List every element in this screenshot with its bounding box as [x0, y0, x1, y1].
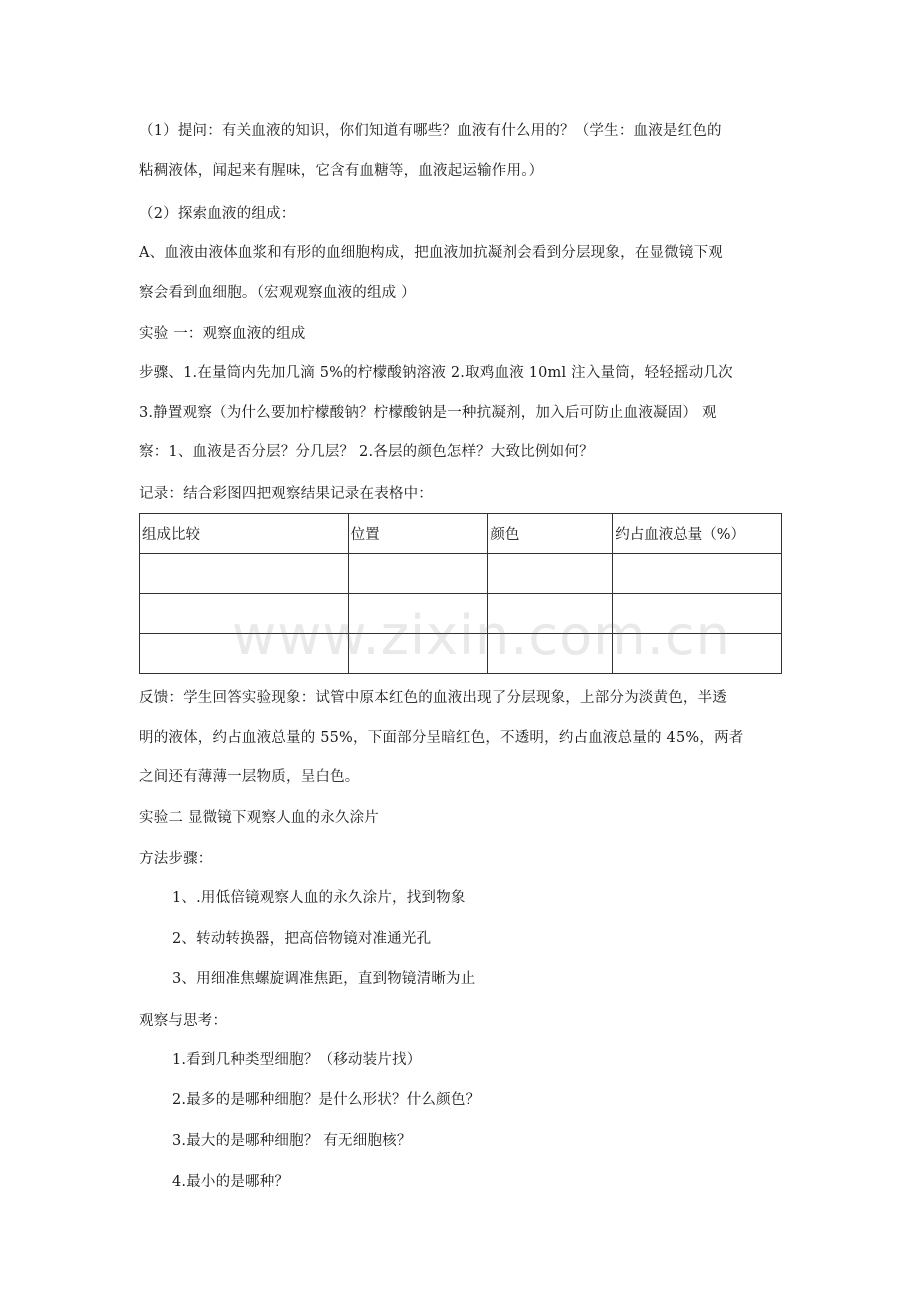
experiment-1-title: 实验 一：观察血液的组成 — [139, 326, 306, 342]
record-table — [139, 513, 782, 674]
table-cell — [488, 594, 613, 634]
table-cell — [488, 554, 613, 594]
table-cell — [348, 554, 488, 594]
table-cell — [348, 634, 488, 674]
method-title: 方法步骤： — [139, 851, 213, 867]
blood-composition-line-2: 察会看到血细胞。（宏观观察血液的组成 ） — [139, 285, 416, 301]
table-row — [140, 554, 782, 594]
table-header-cell: 位置 — [348, 514, 488, 554]
table-row — [140, 634, 782, 674]
table-cell — [613, 594, 782, 634]
table-cell — [613, 554, 782, 594]
table-cell — [140, 554, 349, 594]
observe-question-2: 2.最多的是哪种细胞？是什么形状？什么颜色？ — [172, 1092, 481, 1108]
blood-composition-line-1: A、血液由液体血浆和有形的血细胞构成，把血液加抗凝剂会看到分层现象，在显微镜下观 — [139, 245, 723, 261]
feedback-line-3: 之间还有薄薄一层物质，呈白色。 — [139, 769, 360, 785]
explore-heading: （2）探索血液的组成： — [139, 206, 296, 222]
table-cell — [140, 594, 349, 634]
table-row — [140, 594, 782, 634]
feedback-line-2: 明的液体，约占血液总量的 55%，下面部分呈暗红色，不透明，约占血液总量的 45%，两者 — [139, 730, 744, 746]
feedback-line-1: 反馈：学生回答实验现象：试管中原本红色的血液出现了分层现象，上部分为淡黄色，半透 — [139, 690, 727, 706]
table-header-cell: 颜色 — [488, 514, 613, 554]
table-cell — [140, 634, 349, 674]
watermark: www.zixin.com.cn — [232, 604, 731, 667]
table-cell — [348, 594, 488, 634]
table-header-cell: 组成比较 — [140, 514, 349, 554]
method-step-2: 2、转动转换器，把高倍物镜对准通光孔 — [172, 931, 432, 947]
experiment-2-title: 实验二 显微镜下观察人血的永久涂片 — [139, 810, 380, 826]
observe-title: 观察与思考： — [139, 1013, 228, 1029]
question-paragraph-line-1: （1）提问：有关血液的知识，你们知道有哪些？血液有什么用的？（学生：血液是红色的 — [139, 123, 722, 139]
steps-line-1: 步骤、1.在量筒内先加几滴 5%的柠檬酸钠溶液 2.取鸡血液 10ml 注入量筒，轻轻摇动几次 — [139, 365, 733, 381]
method-step-3: 3、用细准焦螺旋调准焦距，直到物镜清晰为止 — [172, 971, 476, 987]
table-header-row — [140, 514, 782, 554]
question-paragraph-line-2: 粘稠液体，闻起来有腥味，它含有血糖等，血液起运输作用。） — [139, 163, 544, 179]
record-instruction: 记录：结合彩图四把观察结果记录在表格中： — [139, 486, 433, 502]
observe-question-1: 1.看到几种类型细胞？（移动装片找） — [172, 1052, 422, 1068]
steps-line-2: 3.静置观察（为什么要加柠檬酸钠？柠檬酸钠是一种抗凝剂，加入后可防止血液凝固） 观 — [139, 405, 717, 421]
observe-question-3: 3.最大的是哪种细胞？ 有无细胞核？ — [172, 1133, 412, 1149]
table-cell — [613, 634, 782, 674]
table-cell — [488, 634, 613, 674]
observe-question-4: 4.最小的是哪种？ — [172, 1174, 290, 1190]
method-step-1: 1、.用低倍镜观察人血的永久涂片，找到物象 — [172, 890, 466, 906]
steps-line-3: 察：1、血液是否分层？分几层？ 2.各层的颜色怎样？大致比例如何？ — [139, 444, 594, 460]
table-header-cell: 约占血液总量（%） — [613, 514, 782, 554]
